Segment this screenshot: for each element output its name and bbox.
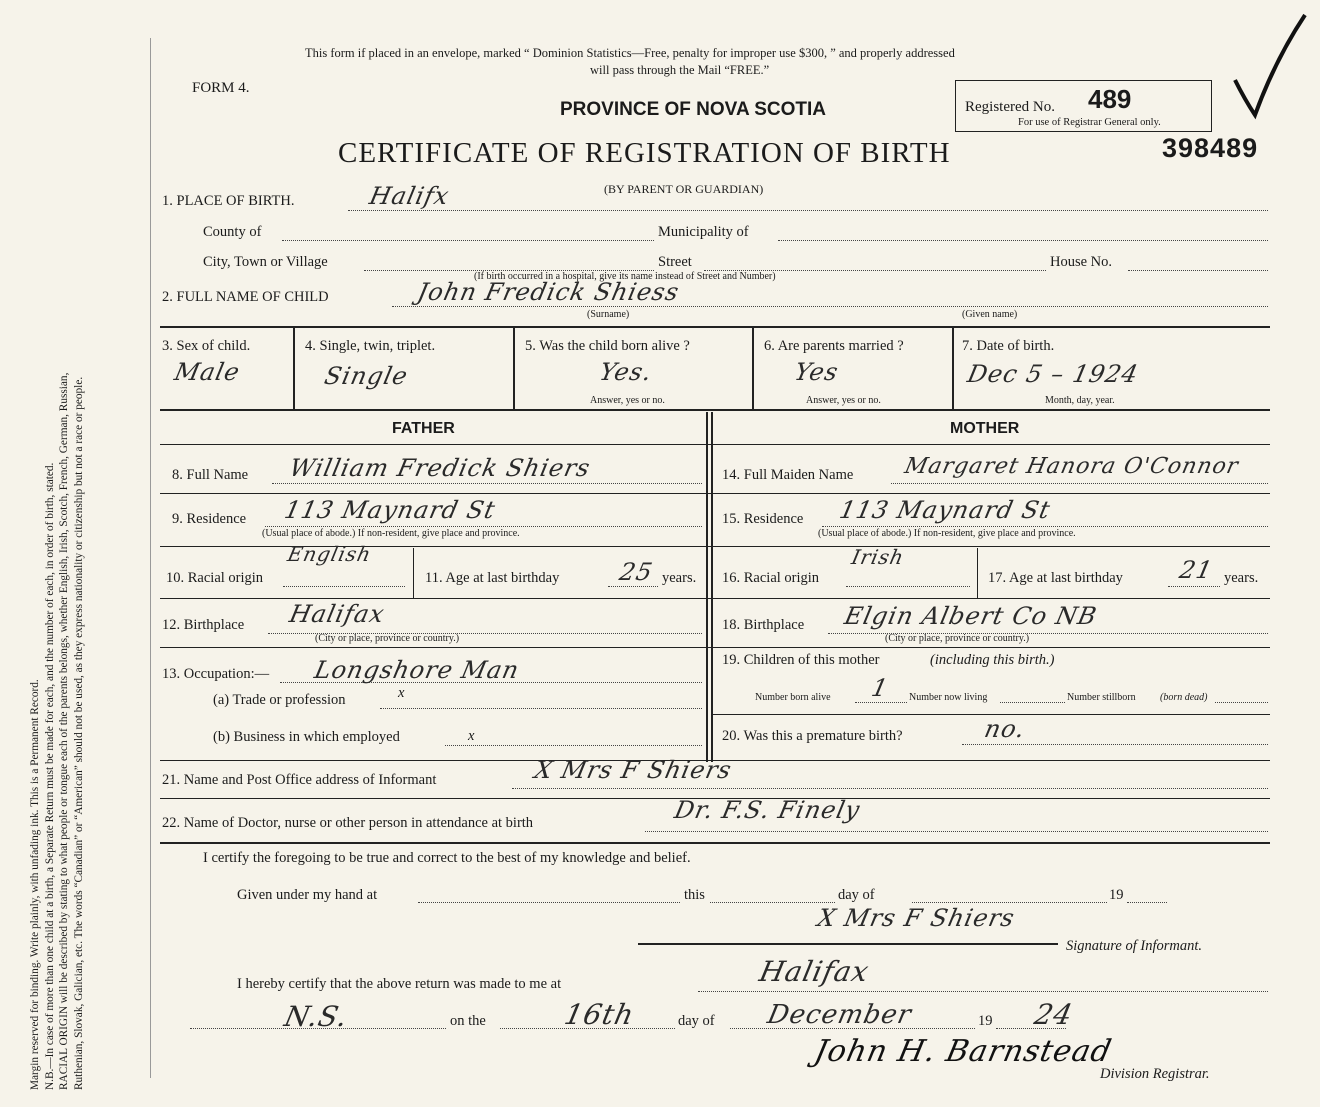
mail-notice-1: This form if placed in an envelope, marked “ Dominion Statistics—Free, penalty for improper use $300, ” and properly addressed — [305, 46, 955, 60]
mother-race-label: 16. Racial origin — [722, 570, 820, 586]
day-of-line — [912, 902, 1107, 903]
born-alive-value: Yes. — [597, 358, 655, 386]
mother-residence-value: 113 Maynard St — [837, 496, 1054, 524]
checkmark-icon — [1215, 0, 1315, 130]
father-residence-label: 9. Residence — [172, 511, 247, 527]
surname-note: (Surname) — [587, 309, 630, 320]
municipality-label: Municipality of — [658, 224, 749, 240]
father-residence-note: (Usual place of abode.) If non-resident, give place and province. — [262, 528, 520, 539]
informant-signature-value: X Mrs F Shiers — [815, 904, 1018, 932]
registered-number: 489 — [1088, 84, 1132, 114]
mother-birthplace-label: 18. Birthplace — [722, 617, 805, 633]
registrar-province-value: N.S. — [281, 1000, 352, 1033]
registrar-signature-value: John H. Barnstead — [811, 1034, 1116, 1069]
plurality-value: Single — [322, 362, 411, 390]
registered-number-box — [955, 80, 1212, 132]
child-name-label: 2. FULL NAME OF CHILD — [162, 289, 329, 305]
binding-margin-line — [150, 38, 151, 1078]
child-name-line — [392, 306, 1268, 307]
stillborn-label-italic: (born dead) — [1160, 692, 1208, 703]
row-divider-bottom — [160, 409, 1270, 411]
father-birthplace-value: Halifax — [287, 600, 388, 628]
parents-divider-a — [706, 412, 708, 762]
mother-age-years: years. — [1224, 570, 1259, 586]
father-heading: FATHER — [392, 420, 455, 437]
sex-label: 3. Sex of child. — [162, 338, 251, 354]
informant-signature-label: Signature of Informant. — [1066, 938, 1203, 954]
house-no-label: House No. — [1050, 254, 1113, 270]
given-under-label: Given under my hand at — [237, 887, 378, 903]
registrar-use-note: For use of Registrar General only. — [1018, 117, 1161, 128]
father-residence-line — [265, 526, 702, 527]
father-occupation-value: Longshore Man — [312, 656, 523, 684]
mother-heading: MOTHER — [950, 420, 1020, 437]
registrar-month-value: December — [764, 1000, 915, 1030]
doctor-label: 22. Name of Doctor, nurse or other person in attendance at birth — [162, 815, 534, 831]
informant-value: X Mrs F Shiers — [532, 756, 735, 784]
business-line — [445, 745, 702, 746]
business-value: x — [468, 728, 475, 744]
mother-residence-line — [822, 526, 1268, 527]
mother-birthplace-note: (City or place, province or country.) — [885, 633, 1030, 644]
place-of-birth-line — [348, 210, 1268, 211]
born-alive-note: Answer, yes or no. — [590, 395, 665, 406]
mother-race-divider — [977, 548, 978, 598]
year-line — [1127, 902, 1167, 903]
informant-signature-line — [638, 943, 1058, 945]
child-name-value: John Fredick Shiess — [415, 278, 682, 306]
municipality-line — [778, 240, 1268, 241]
doctor-row-line — [160, 842, 1270, 844]
informant-line — [512, 788, 1268, 789]
street-label: Street — [658, 254, 692, 270]
born-alive-count-line — [855, 702, 907, 703]
mail-notice-2: will pass through the Mail “FREE.” — [590, 63, 770, 77]
parents-married-label: 6. Are parents married ? — [764, 338, 904, 354]
date-of-birth-value: Dec 5 – 1924 — [965, 360, 1142, 388]
day-of-label: day of — [838, 887, 875, 903]
stillborn-line — [1215, 702, 1268, 703]
mother-age-value: 21 — [1177, 556, 1216, 584]
trade-value: x — [398, 685, 405, 701]
margin-line-2: N.B.—In case of more than one child at a birth, a Separate Return must be made for each, and the number of each, in order of birth, stated. — [43, 462, 56, 1090]
born-alive-count-label: Number born alive — [755, 692, 831, 703]
col-divider-4 — [952, 328, 954, 410]
date-of-birth-label: 7. Date of birth. — [962, 338, 1055, 354]
mother-name-label: 14. Full Maiden Name — [722, 467, 854, 483]
col-divider-2 — [513, 328, 515, 410]
hospital-note: (If birth occurred in a hospital, give its name instead of Street and Number) — [474, 271, 776, 282]
plurality-label: 4. Single, twin, triplet. — [305, 338, 436, 354]
father-race-divider — [413, 548, 414, 598]
father-age-years: years. — [662, 570, 697, 586]
county-line — [282, 240, 654, 241]
father-occupation-label: 13. Occupation:— — [162, 666, 270, 682]
this-day-line — [710, 902, 835, 903]
registrar-place-line — [698, 991, 1268, 992]
born-alive-count-value: 1 — [869, 674, 892, 702]
mother-race-value: Irish — [849, 545, 907, 569]
father-race-label: 10. Racial origin — [166, 570, 264, 586]
registrar-day-of-label: day of — [678, 1013, 715, 1029]
parents-married-value: Yes — [792, 358, 842, 386]
registrar-year-prefix: 19 — [978, 1013, 993, 1029]
registrar-day-value: 16th — [561, 998, 638, 1031]
this-label: this — [684, 887, 705, 903]
born-alive-label: 5. Was the child born alive ? — [525, 338, 690, 354]
form-label: FORM 4. — [192, 80, 250, 96]
registrar-year-value: 24 — [1031, 998, 1077, 1031]
stillborn-label: Number stillborn — [1067, 692, 1136, 703]
doctor-line — [645, 831, 1268, 832]
county-label: County of — [203, 224, 262, 240]
certificate-subtitle: (BY PARENT OR GUARDIAN) — [604, 182, 764, 196]
father-name-line — [272, 483, 702, 484]
trade-line — [380, 708, 702, 709]
mother-birthplace-value: Elgin Albert Co NB — [842, 602, 1100, 630]
certify-statement: I certify the foregoing to be true and correct to the best of my knowledge and belief. — [203, 850, 691, 866]
division-registrar-label: Division Registrar. — [1100, 1066, 1210, 1082]
on-the-label: on the — [450, 1013, 486, 1029]
col-divider-1 — [293, 328, 295, 410]
parents-row-line-4 — [160, 598, 1270, 599]
now-living-label: Number now living — [909, 692, 988, 703]
margin-instructions — [28, 15, 87, 1090]
doctor-value: Dr. F.S. Finely — [672, 796, 863, 824]
place-of-birth-label: 1. PLACE OF BIRTH. — [162, 193, 295, 209]
certificate-title: CERTIFICATE OF REGISTRATION OF BIRTH — [338, 137, 951, 169]
father-age-value: 25 — [617, 558, 656, 586]
mother-name-value: Margaret Hanora O'Connor — [902, 454, 1242, 479]
house-no-line — [1128, 270, 1268, 271]
father-birthplace-note: (City or place, province or country.) — [315, 633, 460, 644]
children-label-italic: (including this birth.) — [930, 652, 1055, 668]
father-birthplace-label: 12. Birthplace — [162, 617, 245, 633]
margin-line-1: Margin reserved for binding. Write plainly, with unfading ink. This is a Permanent Record. — [29, 679, 41, 1090]
margin-line-3: RACIAL ORIGIN will be described by stating to what people or tongue each of the parents belongs, whether English, Irish, Scotch, French, German, Russian, — [58, 372, 71, 1090]
premature-value: no. — [982, 715, 1029, 743]
informant-label: 21. Name and Post Office address of Informant — [162, 772, 437, 788]
city-label: City, Town or Village — [203, 254, 328, 270]
now-living-line — [1000, 702, 1065, 703]
premature-line — [962, 744, 1268, 745]
parents-row-line-1 — [160, 444, 1270, 445]
business-label: (b) Business in which employed — [213, 729, 400, 745]
father-residence-value: 113 Maynard St — [282, 496, 499, 524]
mother-residence-note: (Usual place of abode.) If non-resident, give place and province. — [818, 528, 1076, 539]
margin-line-4: Ruthenian, Slovak, Galician, etc. The words “Canadian” or “American” should not be used, as they express nationality or citizenship but not a race or people. — [73, 376, 86, 1090]
place-of-birth-value: Halifx — [367, 182, 452, 210]
father-name-label: 8. Full Name — [172, 467, 249, 483]
parents-row-line-5 — [160, 647, 1270, 648]
registrar-statement: I hereby certify that the above return was made to me at — [237, 976, 562, 992]
registered-label: Registered No. — [965, 99, 1055, 115]
parents-married-note: Answer, yes or no. — [806, 395, 881, 406]
mother-race-line — [846, 586, 970, 587]
parents-divider-b — [711, 412, 713, 762]
father-race-value: English — [285, 542, 374, 566]
father-race-line — [283, 586, 405, 587]
children-label: 19. Children of this mother — [722, 652, 880, 668]
father-name-value: William Fredick Shiers — [287, 454, 594, 482]
stamp-number: 398489 — [1162, 133, 1259, 163]
trade-label: (a) Trade or profession — [213, 692, 346, 708]
given-at-line — [418, 902, 680, 903]
given-name-note: (Given name) — [962, 309, 1018, 320]
year-prefix: 19 — [1109, 887, 1124, 903]
mother-name-line — [891, 483, 1268, 484]
sex-value: Male — [172, 358, 243, 386]
mother-residence-label: 15. Residence — [722, 511, 804, 527]
col-divider-3 — [752, 328, 754, 410]
province-heading: PROVINCE OF NOVA SCOTIA — [560, 99, 827, 120]
father-age-line — [608, 586, 658, 587]
mother-age-line — [1168, 586, 1220, 587]
date-of-birth-note: Month, day, year. — [1045, 395, 1115, 406]
father-age-label: 11. Age at last birthday — [425, 570, 560, 586]
premature-label: 20. Was this a premature birth? — [722, 728, 903, 744]
row-divider-top — [160, 326, 1270, 328]
parents-row-line-2 — [160, 493, 1270, 494]
mother-age-label: 17. Age at last birthday — [988, 570, 1123, 586]
registrar-place-value: Halifax — [756, 955, 873, 988]
